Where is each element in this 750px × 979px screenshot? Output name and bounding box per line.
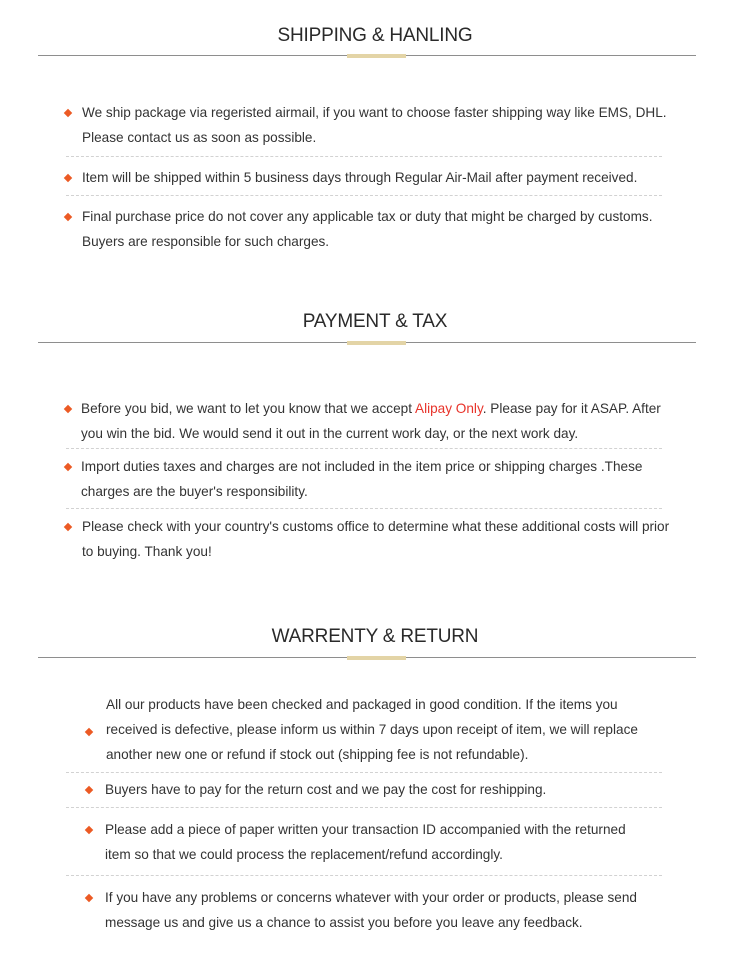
shipping-item-3: Final purchase price do not cover any applicable tax or duty that might be charged by customs. Buyers are responsible for such charges.: [82, 209, 653, 249]
payment-title: PAYMENT & TAX: [302, 311, 448, 332]
diamond-bullet-icon: [64, 213, 72, 221]
dotted-separator: [66, 195, 662, 196]
dotted-separator: [66, 156, 662, 157]
diamond-bullet-icon: [64, 174, 72, 182]
warranty-item-2: Buyers have to pay for the return cost and we pay the cost for reshipping.: [105, 782, 547, 797]
dotted-separator: [66, 875, 662, 876]
payment-accent-bar: [347, 341, 406, 345]
diamond-bullet-icon: [85, 826, 93, 834]
payment-item-1-text-rest: . Please pay for it ASAP. After you win the bid. We would send it out in the current work day, or the next work day.: [81, 401, 661, 441]
payment-item-1: [81, 396, 681, 446]
dotted-separator: [66, 508, 662, 509]
diamond-bullet-icon: [64, 463, 72, 471]
warranty-item-3: Please add a piece of paper written your transaction ID accompanied with the returned item so that we could process the replacement/refund accordingly.: [105, 822, 626, 862]
alipay-only-highlight: Alipay Only: [415, 401, 483, 416]
diamond-bullet-icon: [64, 523, 72, 531]
diamond-bullet-icon: [85, 894, 93, 902]
warranty-accent-bar: [347, 656, 406, 660]
diamond-bullet-icon: [85, 786, 93, 794]
shipping-accent-bar: [347, 54, 406, 58]
diamond-bullet-icon: [64, 109, 72, 117]
payment-item-2: Import duties taxes and charges are not included in the item price or shipping charges .These charges are the buyer's responsibility.: [81, 459, 643, 499]
shipping-item-2: Item will be shipped within 5 business days through Regular Air-Mail after payment received.: [82, 170, 638, 185]
dotted-separator: [66, 448, 662, 449]
shipping-title: SHIPPING & HANLING: [277, 25, 473, 46]
payment-item-1-text: Before you bid, we want to let you know that we accept: [81, 401, 415, 416]
dotted-separator: [66, 807, 662, 808]
dotted-separator: [66, 772, 662, 773]
diamond-bullet-icon: [85, 728, 93, 736]
payment-item-3: Please check with your country's customs office to determine what these additional costs will prior to buying. Thank you!: [82, 519, 670, 559]
warranty-title: WARRENTY & RETURN: [271, 626, 479, 647]
warranty-item-1: All our products have been checked and packaged in good condition. If the items you received is defective, please inform us within 7 days upon receipt of item, we will replace another new one or refund if stock out (shipping fee is not refundable).: [106, 697, 638, 762]
diamond-bullet-icon: [64, 405, 72, 413]
shipping-item-1: We ship package via regeristed airmail, if you want to choose faster shipping way like EMS, DHL. Please contact us as soon as possible.: [82, 105, 667, 145]
warranty-item-4: If you have any problems or concerns whatever with your order or products, please send message us and give us a chance to assist you before you leave any feedback.: [105, 890, 637, 930]
